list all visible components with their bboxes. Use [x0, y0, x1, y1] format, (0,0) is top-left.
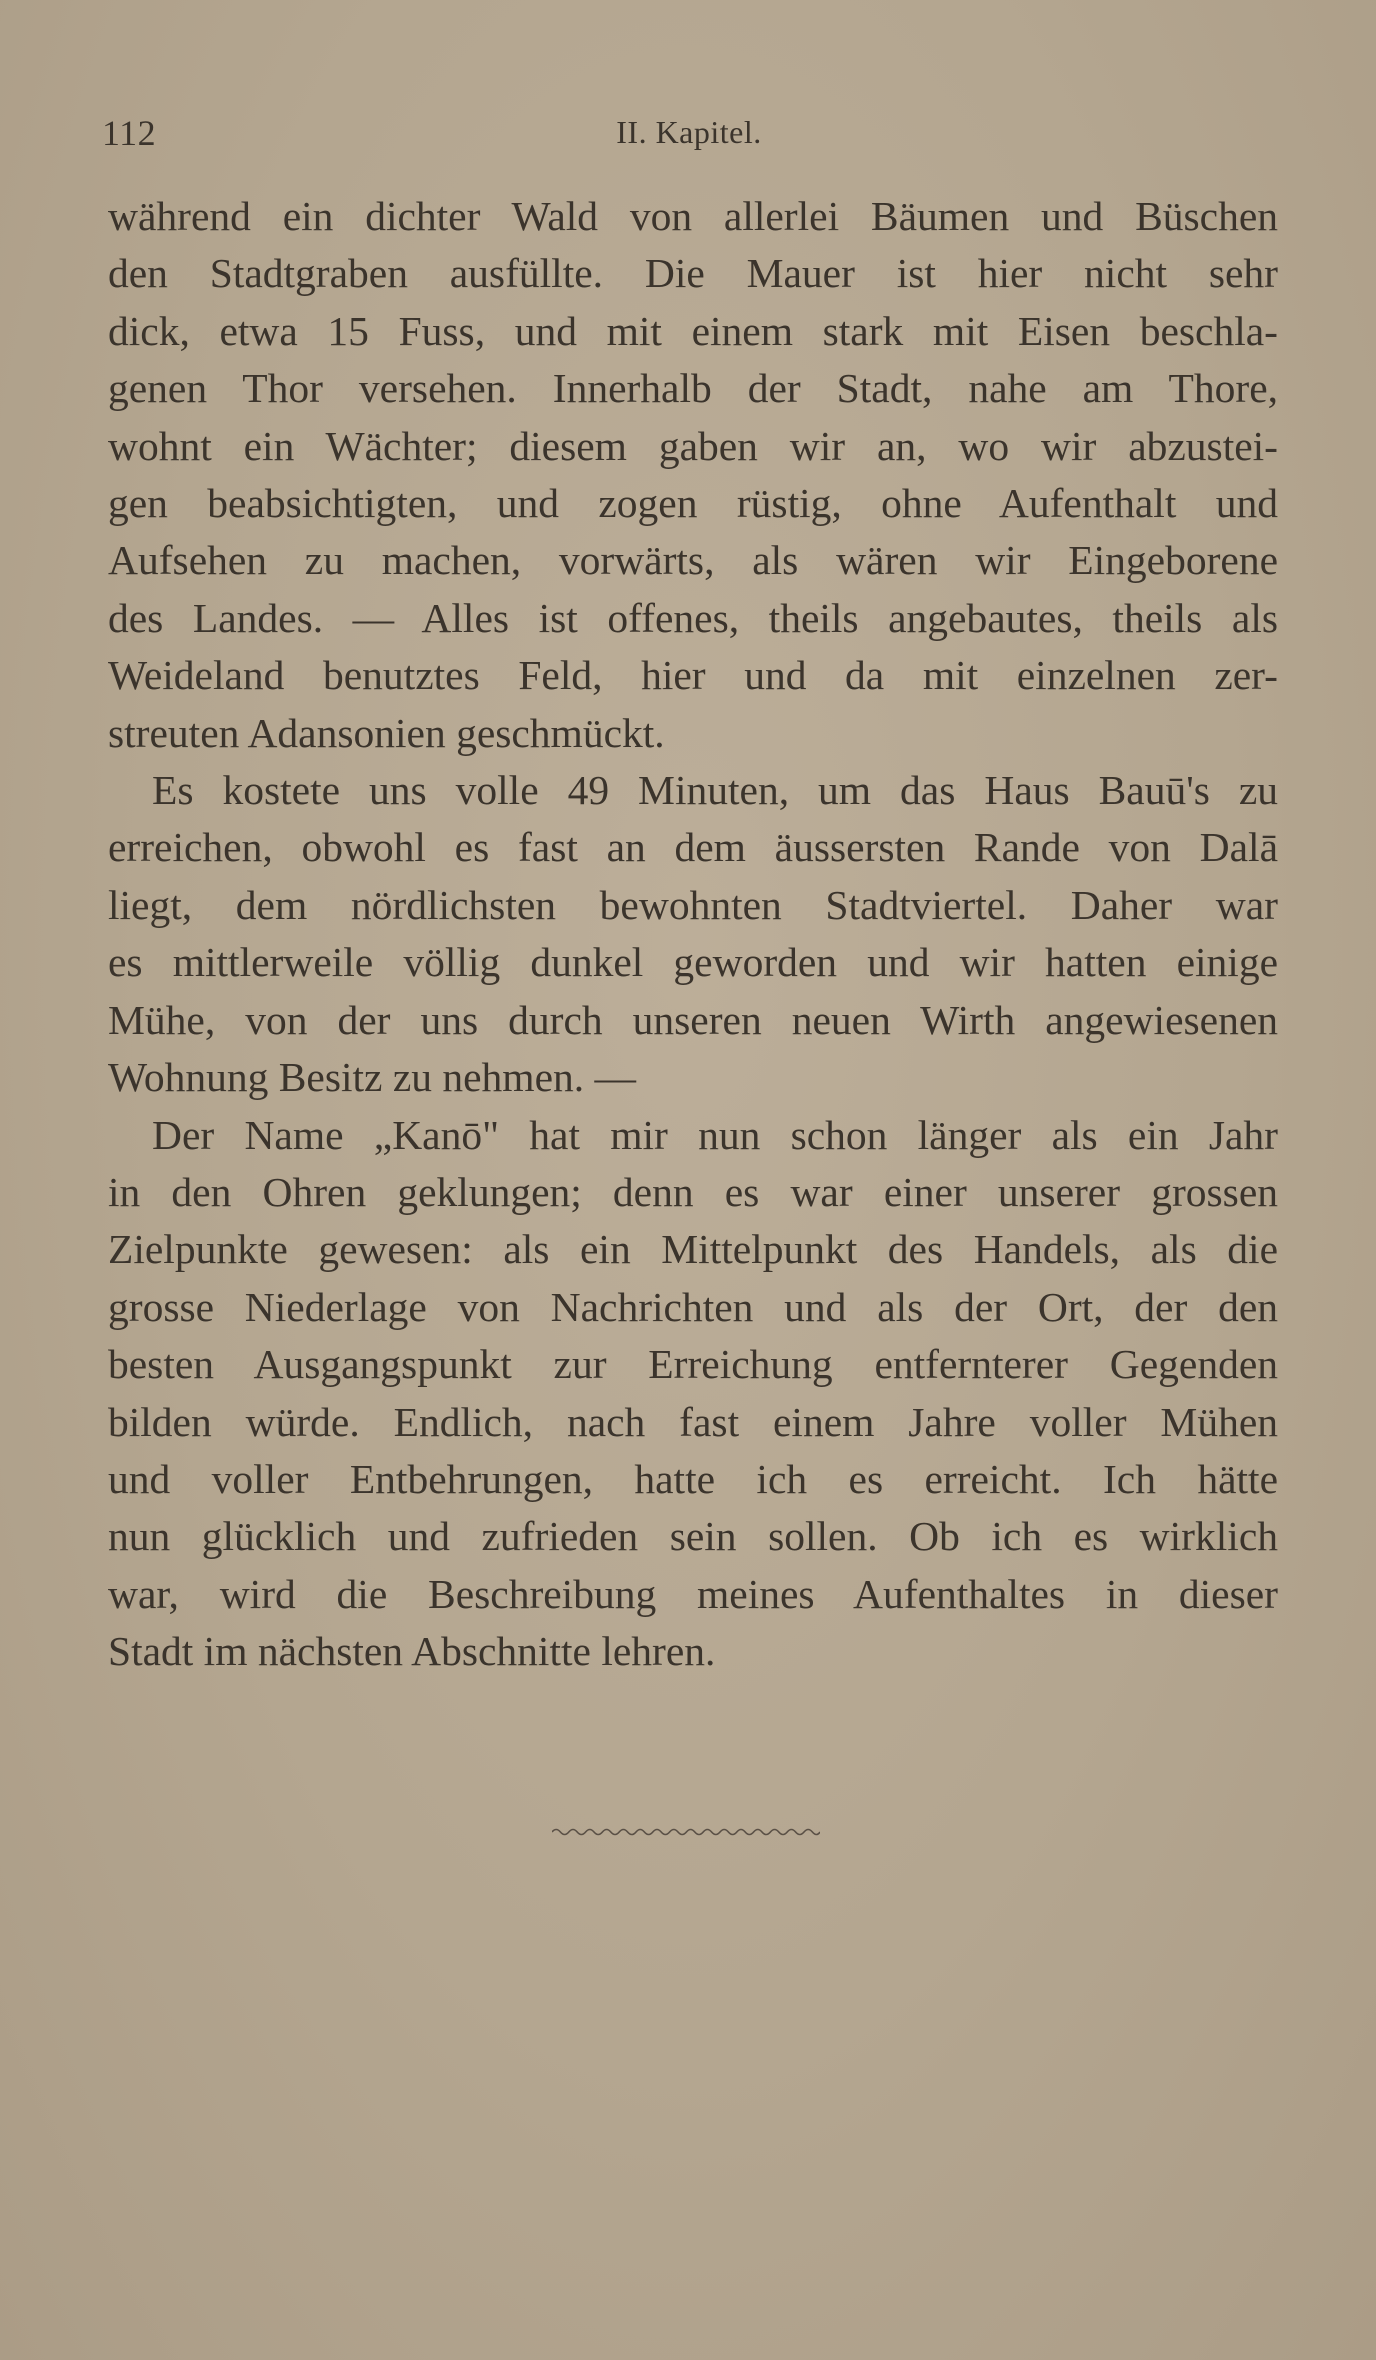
text-line: nun glücklich und zufrieden sein sollen. Ob ich es wirklich: [108, 1513, 1278, 1560]
text-line: gen beabsichtigten, und zogen rüstig, ohne Aufenthalt und: [108, 480, 1278, 527]
page-header: [102, 112, 1276, 162]
text-line: liegt, dem nördlichsten bewohnten Stadtviertel. Daher war: [108, 881, 1278, 928]
text-line: Weideland benutztes Feld, hier und da mit einzelnen zer-: [108, 652, 1278, 699]
text-line: und voller Entbehrungen, hatte ich es erreicht. Ich hätte: [108, 1455, 1278, 1502]
text-line: war, wird die Beschreibung meines Aufenthaltes in dieser: [108, 1570, 1278, 1617]
section-end-ornament: [552, 1826, 820, 1838]
text-line: Mühe, von der uns durch unseren neuen Wirth angewiesenen: [108, 996, 1278, 1043]
text-line: des Landes. — Alles ist offenes, theils angebautes, theils als: [108, 594, 1278, 641]
page-number: 112: [102, 113, 157, 153]
text-line: Es kostete uns volle 49 Minuten, um das Haus Bauū's zu: [152, 767, 1278, 814]
text-line: besten Ausgangspunkt zur Erreichung entfernterer Gegenden: [108, 1341, 1278, 1388]
paragraph-1: [108, 188, 1278, 762]
paragraph-3: [108, 1107, 1278, 1681]
text-line: Zielpunkte gewesen: als ein Mittelpunkt des Handels, als die: [108, 1226, 1278, 1273]
text-line: grosse Niederlage von Nachrichten und als der Ort, der den: [108, 1283, 1278, 1330]
text-line: Wohnung Besitz zu nehmen. —: [108, 1054, 636, 1101]
text-line: erreichen, obwohl es fast an dem äussersten Rande von Dalā: [108, 824, 1278, 871]
text-line: Stadt im nächsten Abschnitte lehren.: [108, 1628, 716, 1675]
text-line: Der Name „Kanō" hat mir nun schon länger als ein Jahr: [152, 1111, 1278, 1158]
text-line: den Stadtgraben ausfüllte. Die Mauer ist hier nicht sehr: [108, 250, 1278, 297]
text-line: streuten Adansonien geschmückt.: [108, 709, 665, 756]
text-line: es mittlerweile völlig dunkel geworden und wir hatten einige: [108, 939, 1278, 986]
text-line: dick, etwa 15 Fuss, und mit einem stark mit Eisen beschla-: [108, 307, 1278, 354]
paragraph-2: [108, 762, 1278, 1106]
running-head: II. Kapitel.: [616, 114, 762, 150]
text-line: in den Ohren geklungen; denn es war einer unserer grossen: [108, 1168, 1278, 1215]
text-line: genen Thor versehen. Innerhalb der Stadt, nahe am Thore,: [108, 365, 1278, 412]
text-line: während ein dichter Wald von allerlei Bäumen und Büschen: [108, 193, 1278, 239]
text-line: Aufsehen zu machen, vorwärts, als wären wir Eingeborene: [108, 537, 1278, 584]
text-line: wohnt ein Wächter; diesem gaben wir an, wo wir abzustei-: [108, 422, 1278, 469]
body-text: [108, 188, 1278, 1681]
text-line: bilden würde. Endlich, nach fast einem Jahre voller Mühen: [108, 1398, 1278, 1445]
